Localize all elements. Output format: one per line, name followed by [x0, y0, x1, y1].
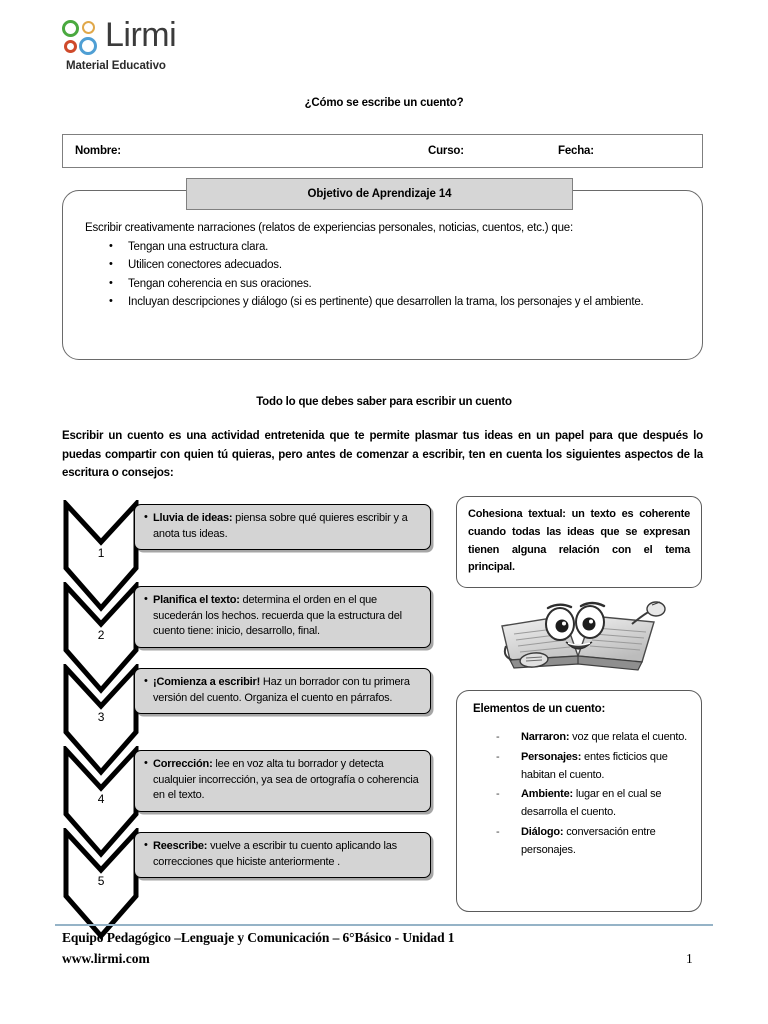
step-term: Planifica el texto:	[153, 594, 240, 606]
step-content-box	[134, 668, 431, 714]
logo-dot-blue-icon	[79, 37, 97, 55]
page-title: ¿Cómo se escribe un cuento?	[304, 97, 464, 109]
logo-dot-green-icon	[62, 20, 79, 37]
step-number: 5	[97, 874, 105, 888]
logo-dot-red-icon	[64, 40, 77, 53]
intro-paragraph: Escribir un cuento es una actividad entretenida que te permite plasmar tus ideas en un papel para que después lo puedas compartir con quien tú quieras, pero antes de comenzar a escribir, ten en cuenta los siguientes aspectos de la escritura o consejos:	[62, 430, 703, 480]
step-content-box	[134, 586, 431, 648]
brand-logo-row	[62, 18, 322, 55]
step-number: 1	[97, 546, 105, 560]
step-term: Lluvia de ideas:	[153, 512, 233, 524]
step-content-box	[134, 504, 431, 550]
element-text: entes ficticios que habitan el cuento.	[521, 750, 668, 781]
element-term: Diálogo:	[521, 826, 564, 839]
logo-dot-orange-icon	[82, 21, 95, 34]
fecha-label: Fecha:	[558, 145, 594, 157]
step-text: determina el orden en el que sucederán los hechos. recuerda que la estructura del cuento tiene: inicio, desarrollo, final.	[153, 594, 402, 638]
objective-lead-text: Escribir creativamente narraciones (relatos de experiencias personales, noticias, cuentos, etc.) que:	[85, 222, 573, 234]
list-item	[521, 824, 689, 860]
list-item: • Incluyan descripciones y diálogo (si es pertinente) que desarrollen la trama, los personajes y el ambiente.	[126, 294, 687, 311]
step-number: 3	[97, 710, 105, 724]
list-item	[521, 786, 689, 822]
step-text: Haz un borrador con tu primera versión del cuento. Organiza el cuento en párrafos.	[153, 676, 410, 704]
page-number: 1	[686, 951, 693, 966]
steps-flow	[62, 500, 442, 930]
nombre-label: Nombre:	[75, 145, 121, 157]
curso-label: Curso:	[428, 145, 464, 157]
step-text: vuelve a escribir tu cuento aplicando las correcciones que hiciste anteriormente .	[153, 840, 397, 868]
cohesion-term: Cohesiona textual:	[468, 508, 566, 520]
step-content-box	[134, 750, 431, 812]
list-item: • Utilicen conectores adecuados.	[126, 257, 687, 274]
element-term: Narraron:	[521, 731, 570, 743]
story-elements-title: Elementos de un cuento:	[473, 703, 606, 715]
brand-name: Lirmi	[105, 16, 177, 54]
element-term: Ambiente:	[521, 788, 573, 801]
student-identity-bar	[62, 134, 703, 168]
footer-website: www.lirmi.com	[62, 951, 150, 966]
element-text: conversación entre personajes.	[521, 826, 656, 856]
list-item: • Tengan coherencia en sus oraciones.	[126, 276, 687, 293]
section-heading: Todo lo que debes saber para escribir un cuento	[256, 396, 512, 408]
step-term: Reescribe:	[153, 840, 208, 852]
element-text: voz que relata el cuento.	[569, 731, 688, 743]
element-text: lugar en el cual se desarrolla el cuento.	[521, 788, 662, 819]
step-content-box	[134, 832, 431, 878]
element-term: Personajes:	[521, 750, 582, 763]
footer-divider	[55, 924, 713, 926]
objective-list	[76, 239, 687, 312]
step-number: 4	[97, 792, 105, 806]
learning-objective-banner: Objetivo de Aprendizaje 14	[186, 178, 573, 210]
step-term: ¡Comienza a escribir!	[153, 676, 261, 688]
list-item	[521, 729, 689, 747]
cohesion-definition-box	[456, 496, 702, 588]
list-item	[521, 749, 689, 785]
step-text: piensa sobre qué quieres escribir y a anota tus ideas.	[153, 512, 408, 540]
brand-tagline: Material Educativo	[66, 60, 166, 72]
list-item: • Tengan una estructura clara.	[126, 239, 687, 256]
lirmi-dots-icon	[62, 19, 98, 55]
footer-credit: Equipo Pedagógico –Lenguaje y Comunicación – 6°Básico - Unidad 1	[62, 930, 455, 945]
step-text: lee en voz alta tu borrador y detecta cualquier incorrección, ya sea de ortografía o coherencia en el texto.	[153, 758, 419, 802]
step-term: Corrección:	[153, 758, 213, 770]
brand-logo-block	[62, 18, 322, 72]
cohesion-text: un texto es coherente cuando todas las ideas que se expresan tienen alguna relación con el tema principal.	[468, 508, 690, 574]
step-number: 2	[97, 628, 105, 642]
story-elements-list	[473, 729, 689, 860]
story-elements-box	[456, 690, 702, 912]
learning-objective-body	[62, 220, 703, 313]
open-book-mascot-icon	[492, 598, 672, 678]
